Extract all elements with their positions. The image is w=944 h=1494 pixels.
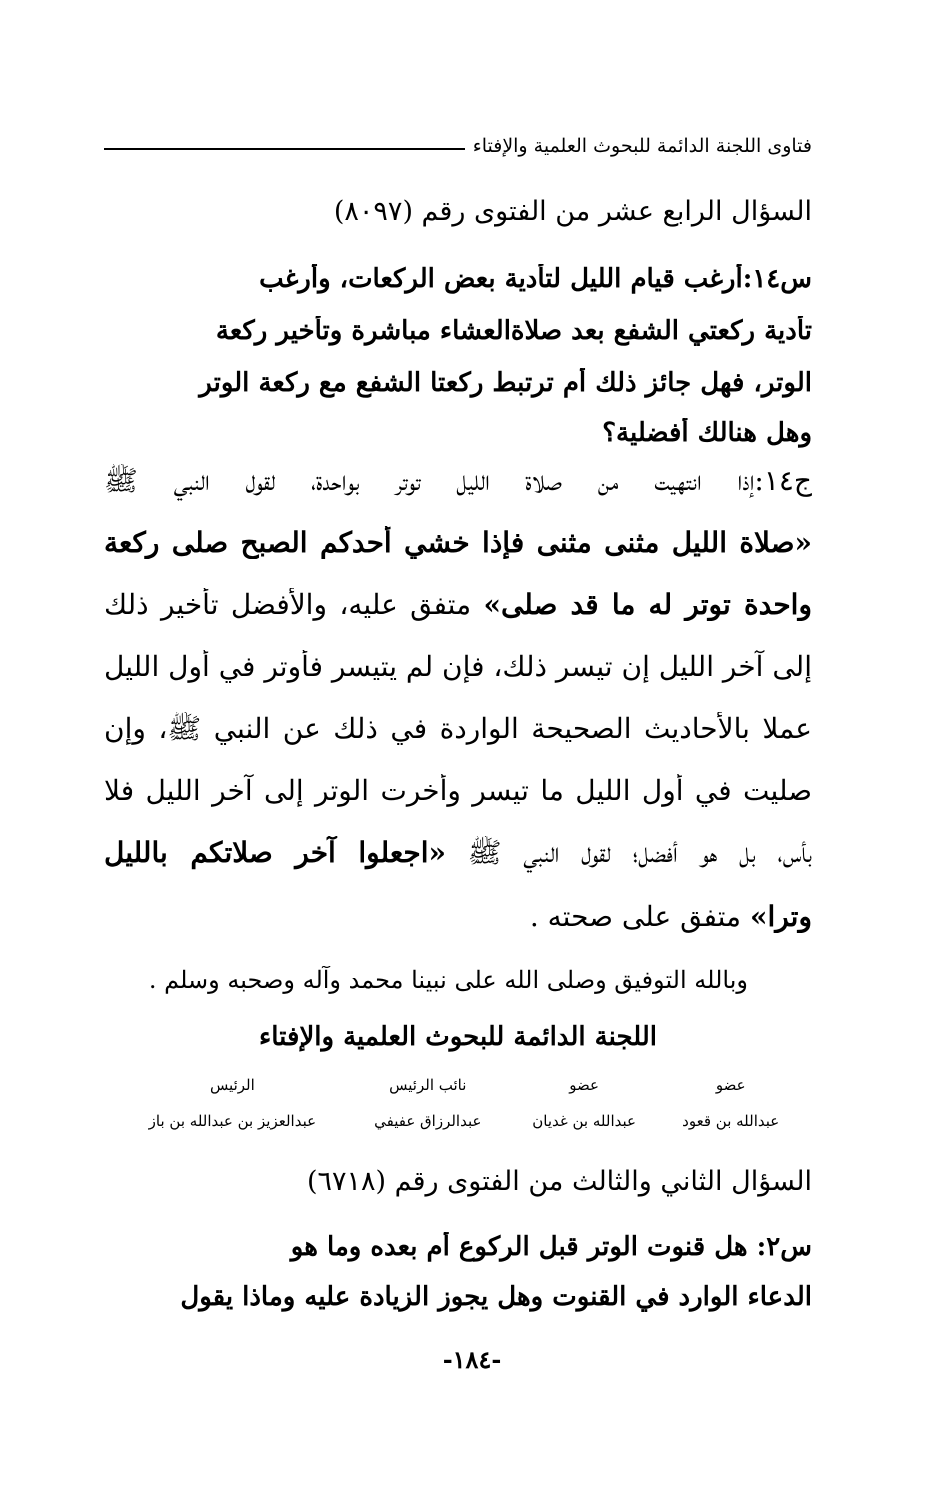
question-line: س١٤:أرغب قيام الليل لتأدية بعض الركعات، وأرغب xyxy=(259,264,812,294)
signatory-roles xyxy=(120,1076,804,1094)
signatory-role: نائب الرئيس xyxy=(389,1076,467,1094)
answer-line: عملا بالأحاديث الصحيحة الواردة في ذلك عن النبي ﷺ، وإن xyxy=(104,712,812,745)
answer-text: بأس، بل هو أفضل؛ لقول النبي ﷺ xyxy=(446,836,812,869)
signatory-names xyxy=(120,1112,804,1130)
answer-line: «صلاة الليل مثنى مثنى فإذا خشي أحدكم الصبح صلى ركعة xyxy=(104,526,812,559)
question-line: تأدية ركعتي الشفع بعد صلاةالعشاء مباشرة وتأخير ركعة xyxy=(215,316,812,346)
signatory-role: عضو xyxy=(569,1076,599,1094)
fatwa-heading: السؤال الرابع عشر من الفتوى رقم (٨٠٩٧) xyxy=(333,196,812,227)
answer-line: إلى آخر الليل إن تيسر ذلك، فإن لم يتيسر فأوتر في أول الليل xyxy=(104,650,812,683)
running-header xyxy=(104,128,812,164)
hadith-text: واحدة توتر له ما قد صلى» xyxy=(483,588,812,621)
page-number: -١٨٤- xyxy=(442,1345,502,1374)
answer-line xyxy=(104,588,812,621)
answer-line xyxy=(104,900,812,933)
header-rule xyxy=(104,148,465,150)
hadith-text: وترا» xyxy=(749,900,812,933)
fatwa-heading: السؤال الثاني والثالث من الفتوى رقم (٦٧١٨) xyxy=(306,1166,812,1197)
question-line: س٢: هل قنوت الوتر قبل الركوع أم بعده وما هو xyxy=(290,1232,812,1262)
closing-formula: وبالله التوفيق وصلى الله على نبينا محمد وآله وصحبه وسلم . xyxy=(148,966,748,994)
signatory-role: الرئيس xyxy=(209,1076,255,1094)
question-line: الدعاء الوارد في القنوت وهل يجوز الزيادة عليه وماذا يقول xyxy=(180,1282,812,1312)
answer-text: متفق عليه، والأفضل تأخير ذلك xyxy=(104,588,484,621)
answer-line: صليت في أول الليل ما تيسر وأخرت الوتر إلى آخر الليل فلا xyxy=(104,774,812,807)
answer-line: ج١٤:إذا انتهيت من صلاة الليل توتر بواحدة، لقول النبي ﷺ xyxy=(104,464,812,497)
committee-name: اللجنة الدائمة للبحوث العلمية والإفتاء xyxy=(259,1022,657,1052)
signatory-role: عضو xyxy=(715,1076,746,1094)
question-line: الوتر، فهل جائز ذلك أم ترتبط ركعتا الشفع مع ركعة الوتر xyxy=(199,368,812,398)
question-line: وهل هنالك أفضلية؟ xyxy=(602,418,812,448)
hadith-text: «اجعلوا آخر صلاتكم بالليل xyxy=(104,836,446,869)
answer-line xyxy=(104,836,812,876)
signatory-name: عبدالعزيز بن عبدالله بن باز xyxy=(148,1112,317,1130)
running-title: فتاوى اللجنة الدائمة للبحوث العلمية والإفتاء xyxy=(472,135,812,157)
signatory-name: عبدالرزاق عفيفي xyxy=(374,1112,482,1130)
signatory-name: عبدالله بن قعود xyxy=(682,1112,780,1130)
signatory-name: عبدالله بن غديان xyxy=(532,1112,636,1130)
answer-text: متفق على صحته . xyxy=(529,900,750,933)
